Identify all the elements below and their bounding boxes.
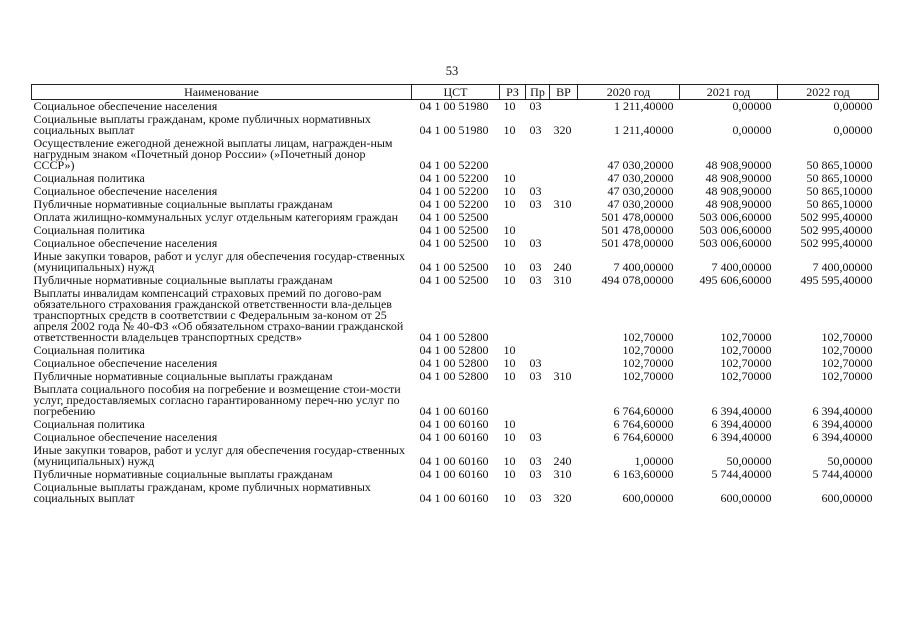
row-cst: 04 1 00 60160 xyxy=(419,454,489,468)
row-vr xyxy=(550,224,578,237)
page-number: 53 xyxy=(445,64,459,78)
row-rz: 10 xyxy=(503,430,516,444)
row-2020: 501 478,00000 xyxy=(601,223,674,237)
row-2020: 501 478,00000 xyxy=(601,210,674,224)
row-pr: 03 xyxy=(529,369,542,383)
row-2021: 7 400,00000 xyxy=(711,260,772,274)
row-2022: 102,70000 xyxy=(821,343,873,357)
table-row xyxy=(32,100,879,114)
row-pr: 03 xyxy=(529,491,542,505)
row-2020: 102,70000 xyxy=(622,343,674,357)
row-2020: 7 400,00000 xyxy=(613,260,674,274)
header-2020: 2020 год xyxy=(578,85,680,100)
row-cst: 04 1 00 52800 xyxy=(419,369,489,383)
row-2020: 1 211,40000 xyxy=(613,99,674,113)
row-2021: 600,00000 xyxy=(720,491,772,505)
row-cst: 04 1 00 60160 xyxy=(419,467,489,481)
row-name: Социальная политика xyxy=(33,171,145,185)
row-pr: 03 xyxy=(529,356,542,370)
row-2021: 6 394,40000 xyxy=(711,430,772,444)
row-rz xyxy=(500,137,526,172)
row-vr: 310 xyxy=(553,369,572,383)
row-rz: 10 xyxy=(503,184,516,198)
row-vr: 310 xyxy=(553,273,572,287)
row-name: Иные закупки товаров, работ и услуг для обеспечения государ-ственных (муниципальных) нужд xyxy=(33,443,405,468)
row-vr xyxy=(550,237,578,250)
row-name: Осуществление ежегодной денежной выплаты лицам, награжден-ным нагрудным знаком «Почетный донор России» (»Почетный донор СССР») xyxy=(33,136,393,172)
row-vr: 320 xyxy=(553,123,572,137)
row-vr: 310 xyxy=(553,467,572,481)
row-rz: 10 xyxy=(503,123,516,137)
row-2020: 102,70000 xyxy=(622,369,674,383)
row-2020: 6 764,60000 xyxy=(613,404,674,418)
row-name: Социальная политика xyxy=(33,417,145,431)
row-name: Социальная политика xyxy=(33,343,145,357)
row-2022: 0,00000 xyxy=(833,123,873,137)
header-2021: 2021 год xyxy=(680,85,778,100)
row-cst: 04 1 00 52500 xyxy=(419,260,489,274)
row-pr: 03 xyxy=(529,197,542,211)
row-2021: 6 394,40000 xyxy=(711,417,772,431)
row-2022: 6 394,40000 xyxy=(812,417,873,431)
row-2020: 6 764,60000 xyxy=(613,417,674,431)
row-2021: 48 908,90000 xyxy=(705,197,772,211)
header-cst: ЦСТ xyxy=(412,85,500,100)
table-row xyxy=(32,137,879,172)
row-cst: 04 1 00 52200 xyxy=(419,197,489,211)
row-2020: 102,70000 xyxy=(622,356,674,370)
row-2021: 495 606,60000 xyxy=(699,273,772,287)
row-vr xyxy=(550,287,578,344)
row-vr xyxy=(550,100,578,114)
row-rz: 10 xyxy=(503,273,516,287)
row-cst: 04 1 00 52800 xyxy=(419,330,489,344)
row-2020: 600,00000 xyxy=(622,491,674,505)
header-2022: 2022 год xyxy=(778,85,879,100)
row-2021: 0,00000 xyxy=(732,99,772,113)
row-pr: 03 xyxy=(529,123,542,137)
row-name: Социальное обеспечение населения xyxy=(33,356,218,370)
row-2022: 102,70000 xyxy=(821,369,873,383)
row-vr xyxy=(550,172,578,185)
row-2020: 494 078,00000 xyxy=(601,273,674,287)
row-name: Социальное обеспечение населения xyxy=(33,236,218,250)
row-vr: 240 xyxy=(553,454,572,468)
row-2022: 0,00000 xyxy=(833,99,873,113)
row-rz: 10 xyxy=(503,454,516,468)
row-rz: 10 xyxy=(503,197,516,211)
row-pr: 03 xyxy=(529,236,542,250)
table-row xyxy=(32,444,879,468)
row-cst: 04 1 00 52800 xyxy=(419,356,489,370)
row-name: Публичные нормативные социальные выплаты гражданам xyxy=(33,197,333,211)
row-cst: 04 1 00 60160 xyxy=(419,430,489,444)
row-2020: 501 478,00000 xyxy=(601,236,674,250)
row-2022: 102,70000 xyxy=(821,356,873,370)
row-2022: 495 595,40000 xyxy=(800,273,873,287)
row-pr: 03 xyxy=(529,184,542,198)
row-2020: 47 030,20000 xyxy=(607,184,674,198)
row-2021: 102,70000 xyxy=(720,356,772,370)
row-name: Социальное обеспечение населения xyxy=(33,184,218,198)
row-2021: 48 908,90000 xyxy=(705,184,772,198)
row-2021: 102,70000 xyxy=(720,369,772,383)
row-2021: 503 006,60000 xyxy=(699,236,772,250)
row-pr xyxy=(526,287,550,344)
row-cst: 04 1 00 52500 xyxy=(419,223,489,237)
row-vr xyxy=(550,383,578,418)
row-2022: 502 995,40000 xyxy=(800,236,873,250)
row-name: Выплаты инвалидам компенсаций страховых премий по догово-рам обязательного страхования гражданской ответственности вла-дельцев транспортных средств в соответствии с Федеральным за-коном от 25 апреля 2002 года № 40-ФЗ «Об обязательном страхо-вании гражданской ответственности владельцев транспортных средств» xyxy=(33,286,404,344)
row-2020: 47 030,20000 xyxy=(607,171,674,185)
row-rz: 10 xyxy=(503,171,516,185)
row-rz: 10 xyxy=(503,369,516,383)
table-row xyxy=(32,383,879,418)
row-2021: 503 006,60000 xyxy=(699,223,772,237)
row-name: Социальные выплаты гражданам, кроме публичных нормативных социальных выплат xyxy=(33,480,371,505)
row-2022: 50 865,10000 xyxy=(806,171,873,185)
row-2022: 5 744,40000 xyxy=(812,467,873,481)
row-cst: 04 1 00 60160 xyxy=(419,417,489,431)
row-pr xyxy=(526,211,550,224)
row-vr xyxy=(550,344,578,357)
row-cst: 04 1 00 52200 xyxy=(419,158,489,172)
row-2022: 7 400,00000 xyxy=(812,260,873,274)
row-pr xyxy=(526,383,550,418)
row-2022: 6 394,40000 xyxy=(812,404,873,418)
row-2022: 50 865,10000 xyxy=(806,158,873,172)
table-row xyxy=(32,113,879,137)
row-name: Публичные нормативные социальные выплаты гражданам xyxy=(33,369,333,383)
row-2020: 6 163,60000 xyxy=(613,467,674,481)
row-pr: 03 xyxy=(529,99,542,113)
row-name: Оплата жилищно-коммунальных услуг отдельным категориям граждан xyxy=(33,210,398,224)
row-2021: 102,70000 xyxy=(720,343,772,357)
header-pr: Пр xyxy=(526,85,550,100)
row-cst: 04 1 00 52500 xyxy=(419,273,489,287)
row-rz: 10 xyxy=(503,343,516,357)
row-rz: 10 xyxy=(503,417,516,431)
table-row xyxy=(32,287,879,344)
row-2020: 1 211,40000 xyxy=(613,123,674,137)
row-cst: 04 1 00 52800 xyxy=(419,343,489,357)
row-pr xyxy=(526,137,550,172)
row-2022: 6 394,40000 xyxy=(812,430,873,444)
row-2021: 48 908,90000 xyxy=(705,158,772,172)
row-rz: 10 xyxy=(503,99,516,113)
table-header-row xyxy=(32,85,879,100)
row-2020: 102,70000 xyxy=(622,330,674,344)
row-cst: 04 1 00 52200 xyxy=(419,184,489,198)
row-vr: 240 xyxy=(553,260,572,274)
row-name: Публичные нормативные социальные выплаты гражданам xyxy=(33,467,333,481)
row-cst: 04 1 00 60160 xyxy=(419,404,489,418)
row-pr: 03 xyxy=(529,273,542,287)
row-pr: 03 xyxy=(529,454,542,468)
row-2020: 47 030,20000 xyxy=(607,158,674,172)
row-name: Социальное обеспечение населения xyxy=(33,430,218,444)
row-vr xyxy=(550,418,578,431)
row-pr: 03 xyxy=(529,430,542,444)
row-2022: 600,00000 xyxy=(821,491,873,505)
row-cst: 04 1 00 51980 xyxy=(419,123,489,137)
row-vr xyxy=(550,211,578,224)
header-rz: РЗ xyxy=(500,85,526,100)
row-cst: 04 1 00 52500 xyxy=(419,210,489,224)
row-2022: 50 865,10000 xyxy=(806,184,873,198)
row-2022: 502 995,40000 xyxy=(800,223,873,237)
row-cst: 04 1 00 51980 xyxy=(419,99,489,113)
row-rz: 10 xyxy=(503,260,516,274)
row-2021: 0,00000 xyxy=(732,123,772,137)
table-body xyxy=(32,100,879,506)
row-2021: 6 394,40000 xyxy=(711,404,772,418)
row-2021: 503 006,60000 xyxy=(699,210,772,224)
budget-table xyxy=(31,84,879,505)
row-2021: 102,70000 xyxy=(720,330,772,344)
row-rz: 10 xyxy=(503,467,516,481)
row-name: Социальные выплаты гражданам, кроме публичных нормативных социальных выплат xyxy=(33,112,371,137)
row-name: Выплата социального пособия на погребение и возмещение стои-мости услуг, предоставляемых согласно гарантированному переч-ню услуг по погребению xyxy=(33,382,401,418)
row-rz: 10 xyxy=(503,356,516,370)
row-2021: 48 908,90000 xyxy=(705,171,772,185)
row-2020: 47 030,20000 xyxy=(607,197,674,211)
row-2022: 50,00000 xyxy=(827,454,873,468)
row-2021: 5 744,40000 xyxy=(711,467,772,481)
row-2022: 50 865,10000 xyxy=(806,197,873,211)
row-name: Социальное обеспечение населения xyxy=(33,99,218,113)
table-row xyxy=(32,250,879,274)
row-name: Социальная политика xyxy=(33,223,145,237)
row-cst: 04 1 00 60160 xyxy=(419,491,489,505)
row-name: Иные закупки товаров, работ и услуг для обеспечения государ-ственных (муниципальных) нужд xyxy=(33,249,405,274)
row-vr xyxy=(550,137,578,172)
row-pr: 03 xyxy=(529,467,542,481)
row-rz xyxy=(500,383,526,418)
row-name: Публичные нормативные социальные выплаты гражданам xyxy=(33,273,333,287)
row-rz: 10 xyxy=(503,491,516,505)
row-vr: 310 xyxy=(553,197,572,211)
row-2022: 102,70000 xyxy=(821,330,873,344)
row-vr: 320 xyxy=(553,491,572,505)
row-pr: 03 xyxy=(529,260,542,274)
row-2020: 6 764,60000 xyxy=(613,430,674,444)
row-vr xyxy=(550,431,578,444)
table-row xyxy=(32,481,879,505)
row-rz: 10 xyxy=(503,223,516,237)
row-cst: 04 1 00 52500 xyxy=(419,236,489,250)
row-rz: 10 xyxy=(503,236,516,250)
header-name: Наименование xyxy=(32,85,412,100)
row-2022: 502 995,40000 xyxy=(800,210,873,224)
row-rz xyxy=(500,287,526,344)
row-2020: 1,00000 xyxy=(634,454,674,468)
row-2021: 50,00000 xyxy=(726,454,772,468)
header-vr: ВР xyxy=(550,85,578,100)
row-cst: 04 1 00 52200 xyxy=(419,171,489,185)
